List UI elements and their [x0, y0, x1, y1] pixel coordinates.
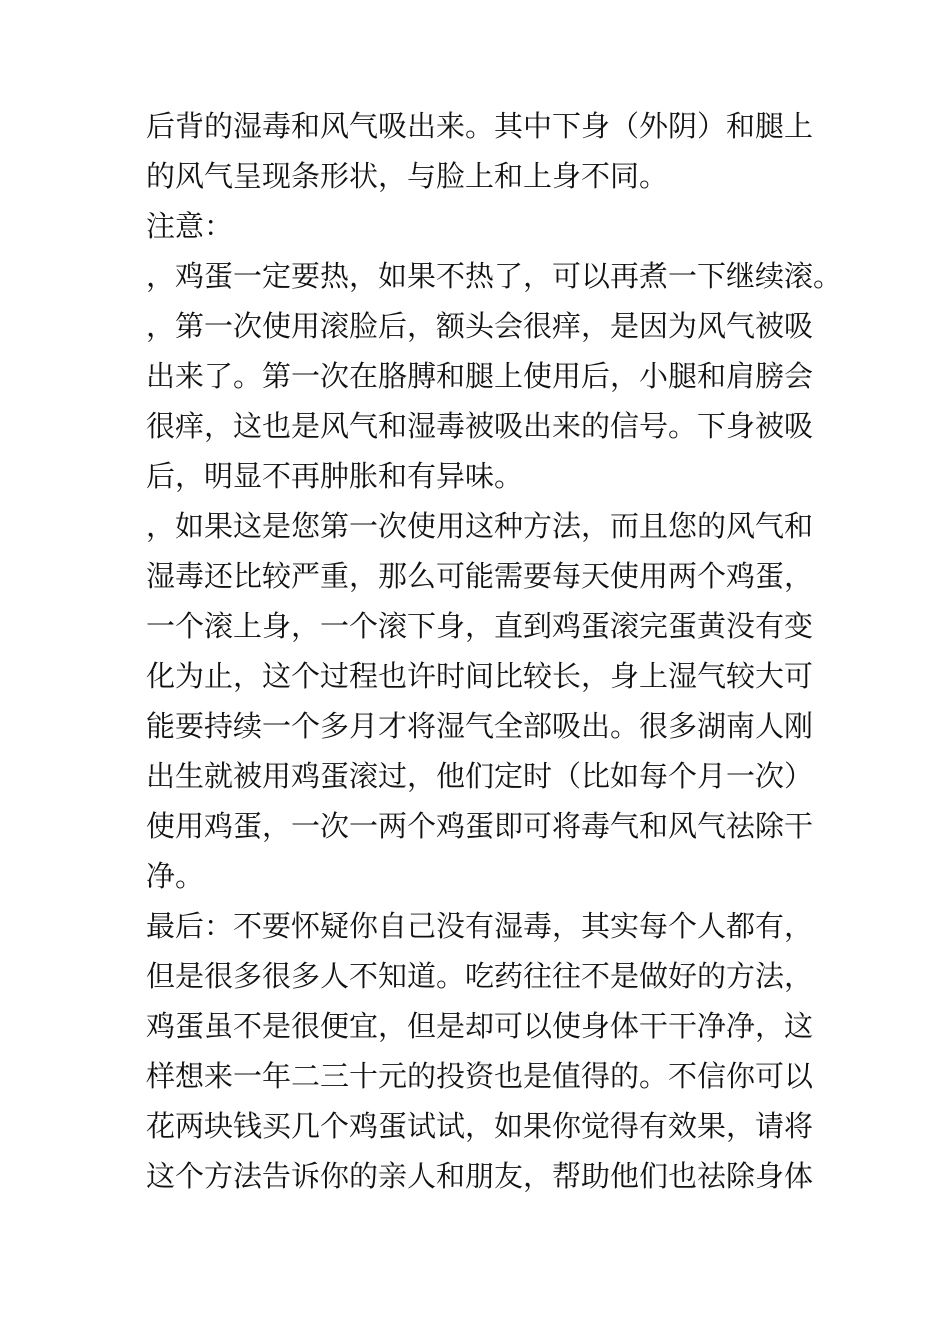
text-line: 样想来一年二三十元的投资也是值得的。不信你可以	[146, 1059, 814, 1093]
text-line: 这个方法告诉你的亲人和朋友，帮助他们也祛除身体	[146, 1159, 814, 1193]
text-line: 出生就被用鸡蛋滚过，他们定时（比如每个月一次）	[146, 759, 814, 793]
text-line: 一个滚上身，一个滚下身，直到鸡蛋滚完蛋黄没有变	[146, 609, 814, 643]
text-line: 后背的湿毒和风气吸出来。其中下身（外阴）和腿上	[146, 109, 814, 143]
text-line: 净。	[146, 859, 205, 893]
text-line: ，鸡蛋一定要热，如果不热了，可以再煮一下继续滚。	[146, 259, 843, 293]
text-line: 使用鸡蛋，一次一两个鸡蛋即可将毒气和风气祛除干	[146, 809, 814, 843]
text-line: ，第一次使用滚脸后，额头会很痒，是因为风气被吸	[146, 309, 814, 343]
text-line: 很痒，这也是风气和湿毒被吸出来的信号。下身被吸	[146, 409, 814, 443]
text-line: 后，明显不再肿胀和有异味。	[146, 459, 524, 493]
text-line: 湿毒还比较严重，那么可能需要每天使用两个鸡蛋，	[146, 559, 814, 593]
text-line: 花两块钱买几个鸡蛋试试，如果你觉得有效果，请将	[146, 1109, 814, 1143]
text-line: 的风气呈现条形状，与脸上和上身不同。	[146, 159, 669, 193]
text-line: 但是很多很多人不知道。吃药往往不是做好的方法，	[146, 959, 814, 993]
text-line: 出来了。第一次在胳膊和腿上使用后，小腿和肩膀会	[146, 359, 814, 393]
text-line: 鸡蛋虽不是很便宜，但是却可以使身体干干净净，这	[146, 1009, 814, 1043]
text-line: 最后：不要怀疑你自己没有湿毒，其实每个人都有，	[146, 909, 814, 943]
section-heading: 注意：	[146, 209, 234, 243]
body-text	[146, 101, 843, 1201]
text-line: 能要持续一个多月才将湿气全部吸出。很多湖南人刚	[146, 709, 814, 743]
text-line: ，如果这是您第一次使用这种方法，而且您的风气和	[146, 509, 814, 543]
text-line: 化为止，这个过程也许时间比较长，身上湿气较大可	[146, 659, 814, 693]
